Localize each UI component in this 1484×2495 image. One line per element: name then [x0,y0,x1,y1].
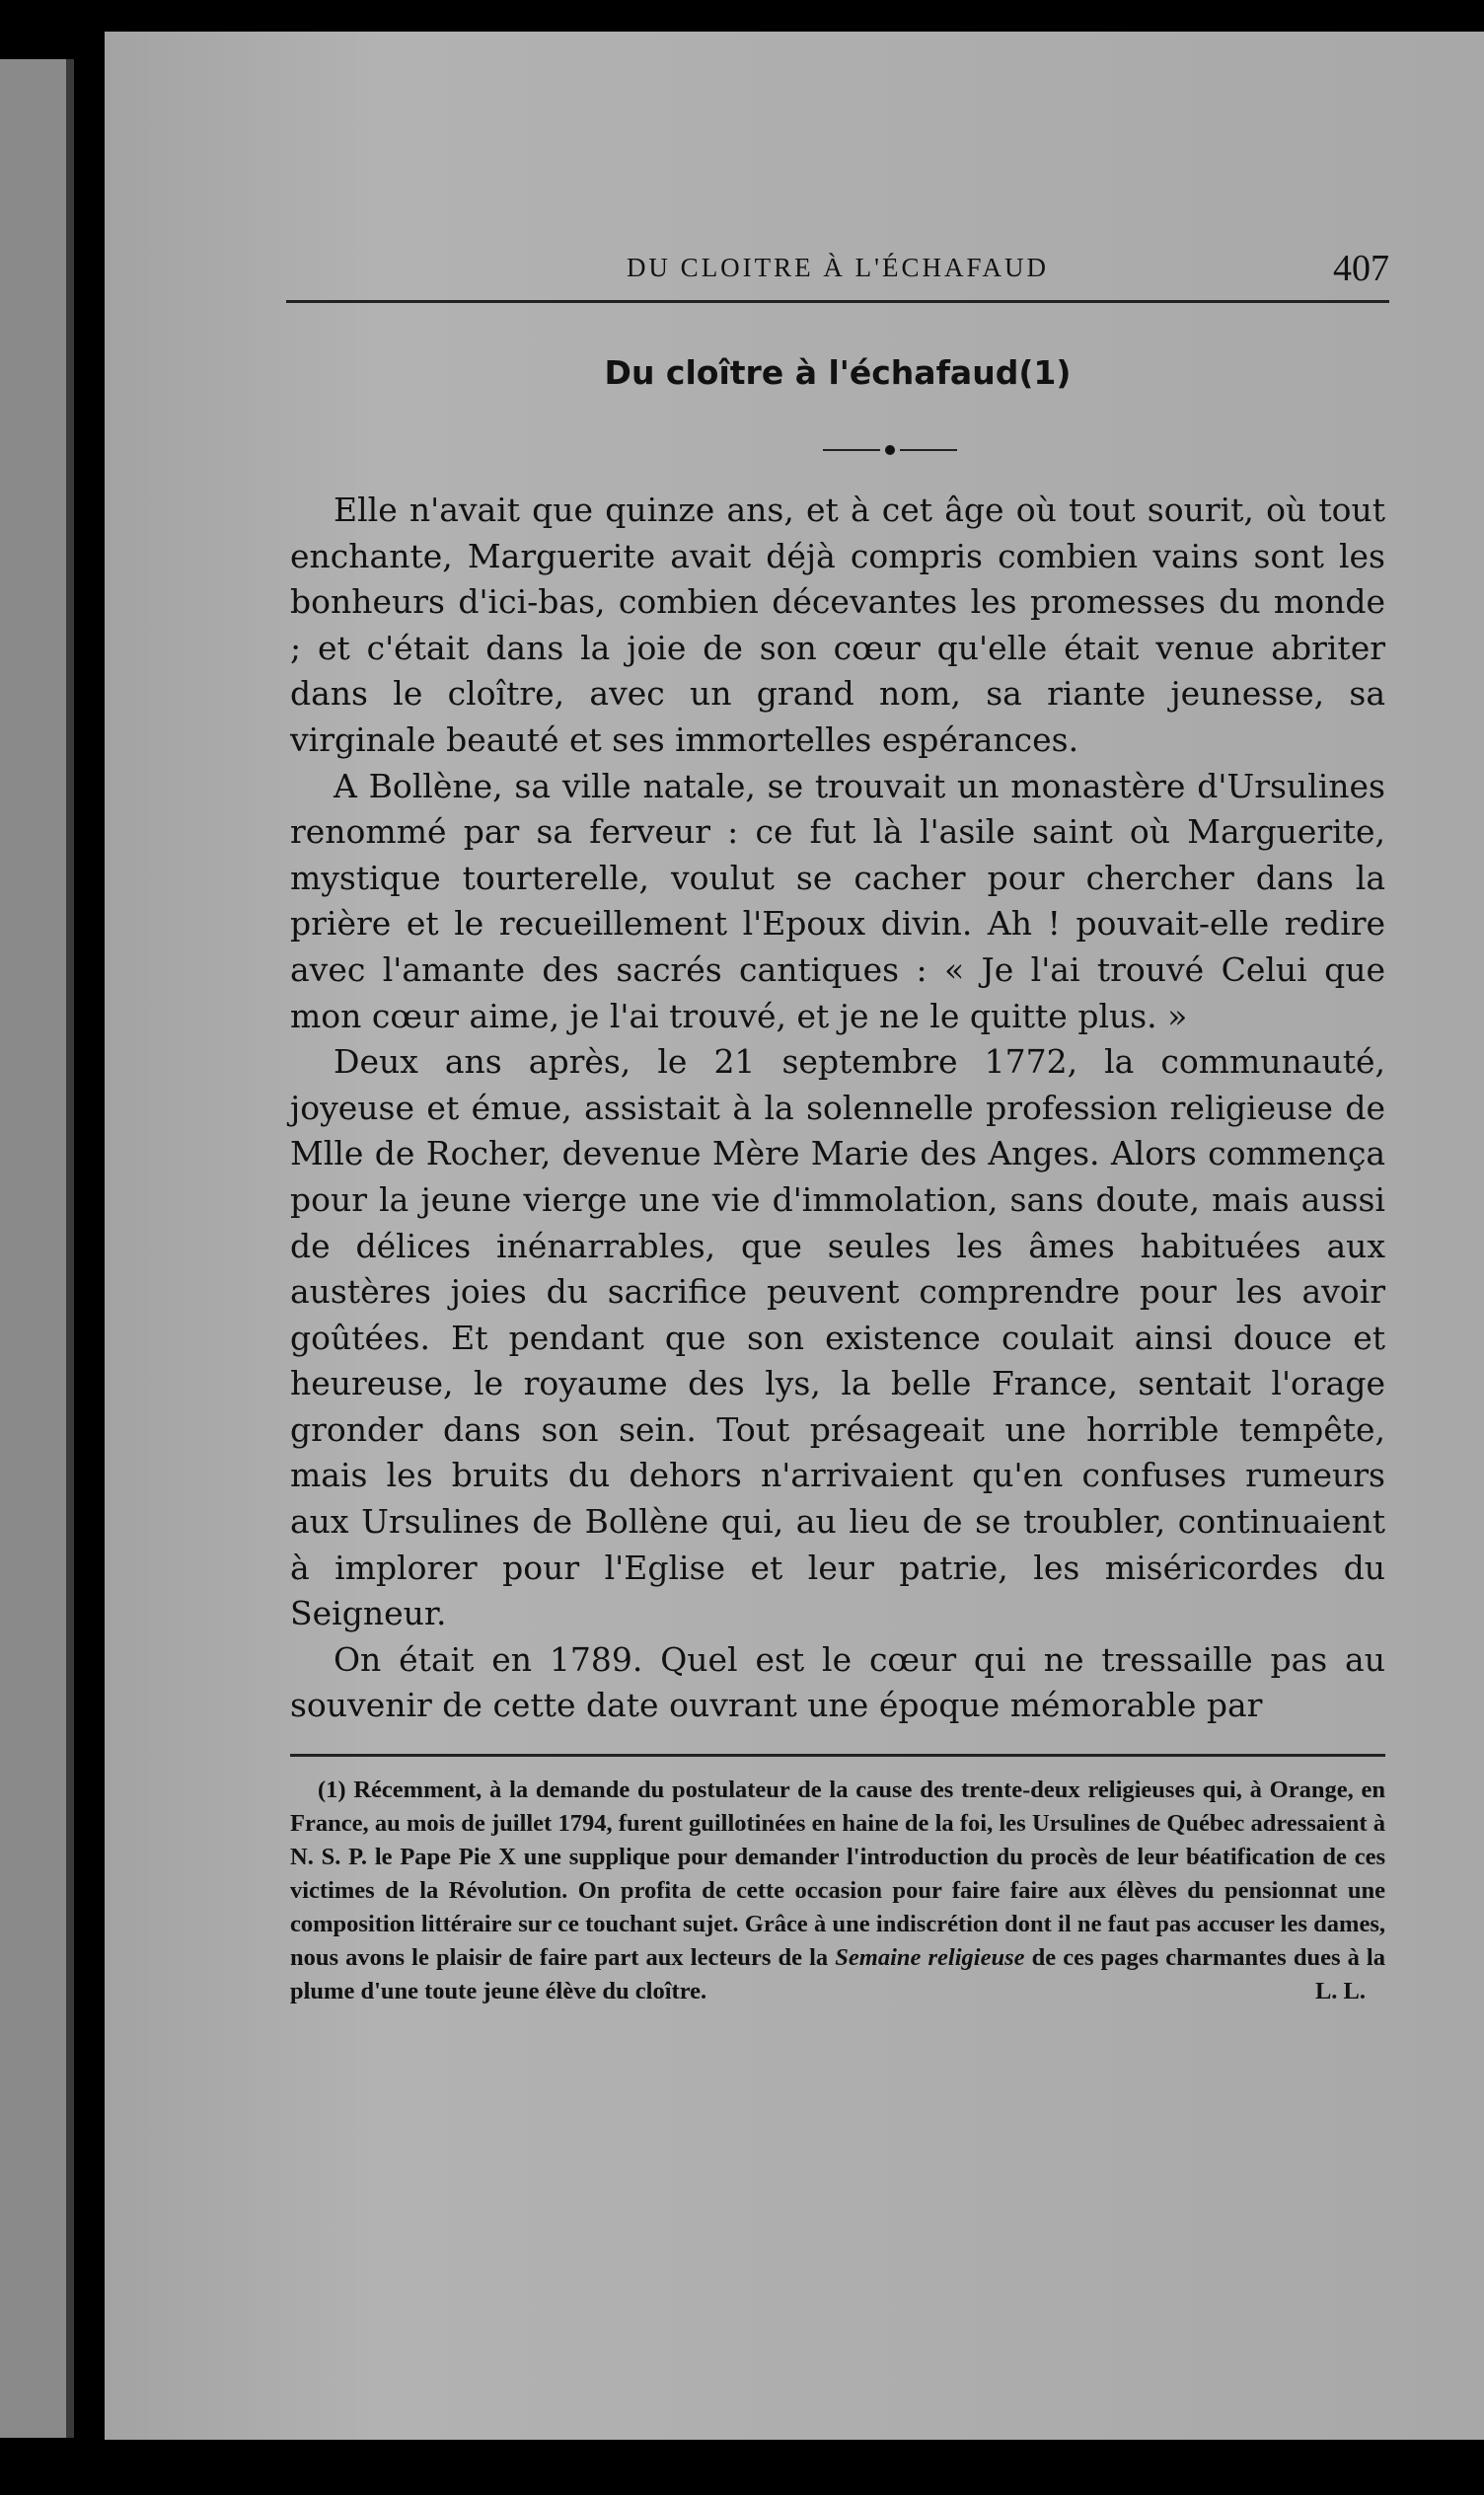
footnote-rule [290,1754,1385,1757]
paragraph-1: Elle n'avait que quinze ans, et à cet âge où tout sourit, où tout enchante, Marguerite avait déjà compris combien vains sont les bonheurs d'ici-bas, combien décevantes les promesses du monde ; et c'était dans la joie de son cœur qu'elle était venue abriter dans le cloître, avec un grand nom, sa riante jeunesse, sa virginale beauté et ses immortelles espérances. [290,491,1385,759]
footnote-text-1: (1) Récemment, à la demande du postulateur de la cause des trente-deux religieuses qui, à Orange, en France, au mois de juillet 1794, furent guillotinées en haine de la foi, les Ursulines de Québec adressaient à N. S. P. le Pape Pie X une supplique pour demander l'introduction du procès de leur béatification de ces victimes de la Révolution. On profita de cette occasion pour faire faire aux élèves du pensionnat une composition littéraire sur ce touchant sujet. Grâce à une indiscrétion dont il ne faut pas accuser les dames, nous avons le plaisir de faire part aux lecteurs de la [290,1777,1385,1971]
paragraph-3: Deux ans après, le 21 septembre 1772, la communauté, joyeuse et émue, assistait à la solennelle profession religieuse de Mlle de Rocher, devenue Mère Marie des Anges. Alors commença pour la jeune vierge une vie d'immolation, sans doute, mais aussi de délices inénarrables, que seules les âmes habituées aux austères joies du sacrifice peuvent comprendre pour les avoir goûtées. Et pendant que son existence coulait ainsi douce et heureuse, le royaume des lys, la belle France, sentait l'orage gronder dans son sein. Tout présageait une horrible tempête, mais les bruits du dehors n'arrivaient qu'en confuses rumeurs aux Ursulines de Bollène qui, au lieu de se troubler, continuaient à implorer pour l'Eglise et leur patrie, les miséricordes du Seigneur. [290,1042,1385,1633]
ornament-dot [885,445,895,455]
ornament-line-right [900,449,957,451]
title-ornament [823,444,961,456]
book-page [105,32,1484,2440]
article-title: Du cloître à l'échafaud(1) [604,353,1072,392]
running-head-title: DU CLOITRE À L'ÉCHAFAUD [626,253,1050,282]
ornament-line-left [823,449,880,451]
facing-page-edge [0,59,74,2438]
page-number: 407 [1333,248,1389,289]
footnote-signature: L. L. [1314,1978,1366,2004]
footnote-paragraph [290,1774,1385,2008]
footnote-publication-title: Semaine religieuse [835,1944,1025,1971]
paragraph-2: A Bollène, sa ville natale, se trouvait un monastère d'Ursulines renommé par sa ferveur : ce fut là l'asile saint où Marguerite, mystique tourterelle, voulut se cacher pour chercher dans la prière et le recueillement l'Epoux divin. Ah ! pouvait-elle redire avec l'amante des sacrés cantiques : « Je l'ai trouvé Celui que mon cœur aime, je l'ai trouvé, et je ne le quitte plus. » [290,766,1385,1035]
running-head [290,248,1389,300]
footnote-text-2: de ces pages charmantes dues à la plume d'une toute jeune élève du cloître. [290,1944,1385,2004]
footnote [290,1774,1385,2008]
header-rule [286,300,1389,303]
paragraph-4: On était en 1789. Quel est le cœur qui ne tressaille pas au souvenir de cette date ouvrant une époque mémorable par [290,1639,1385,1725]
article-body [290,488,1385,1729]
